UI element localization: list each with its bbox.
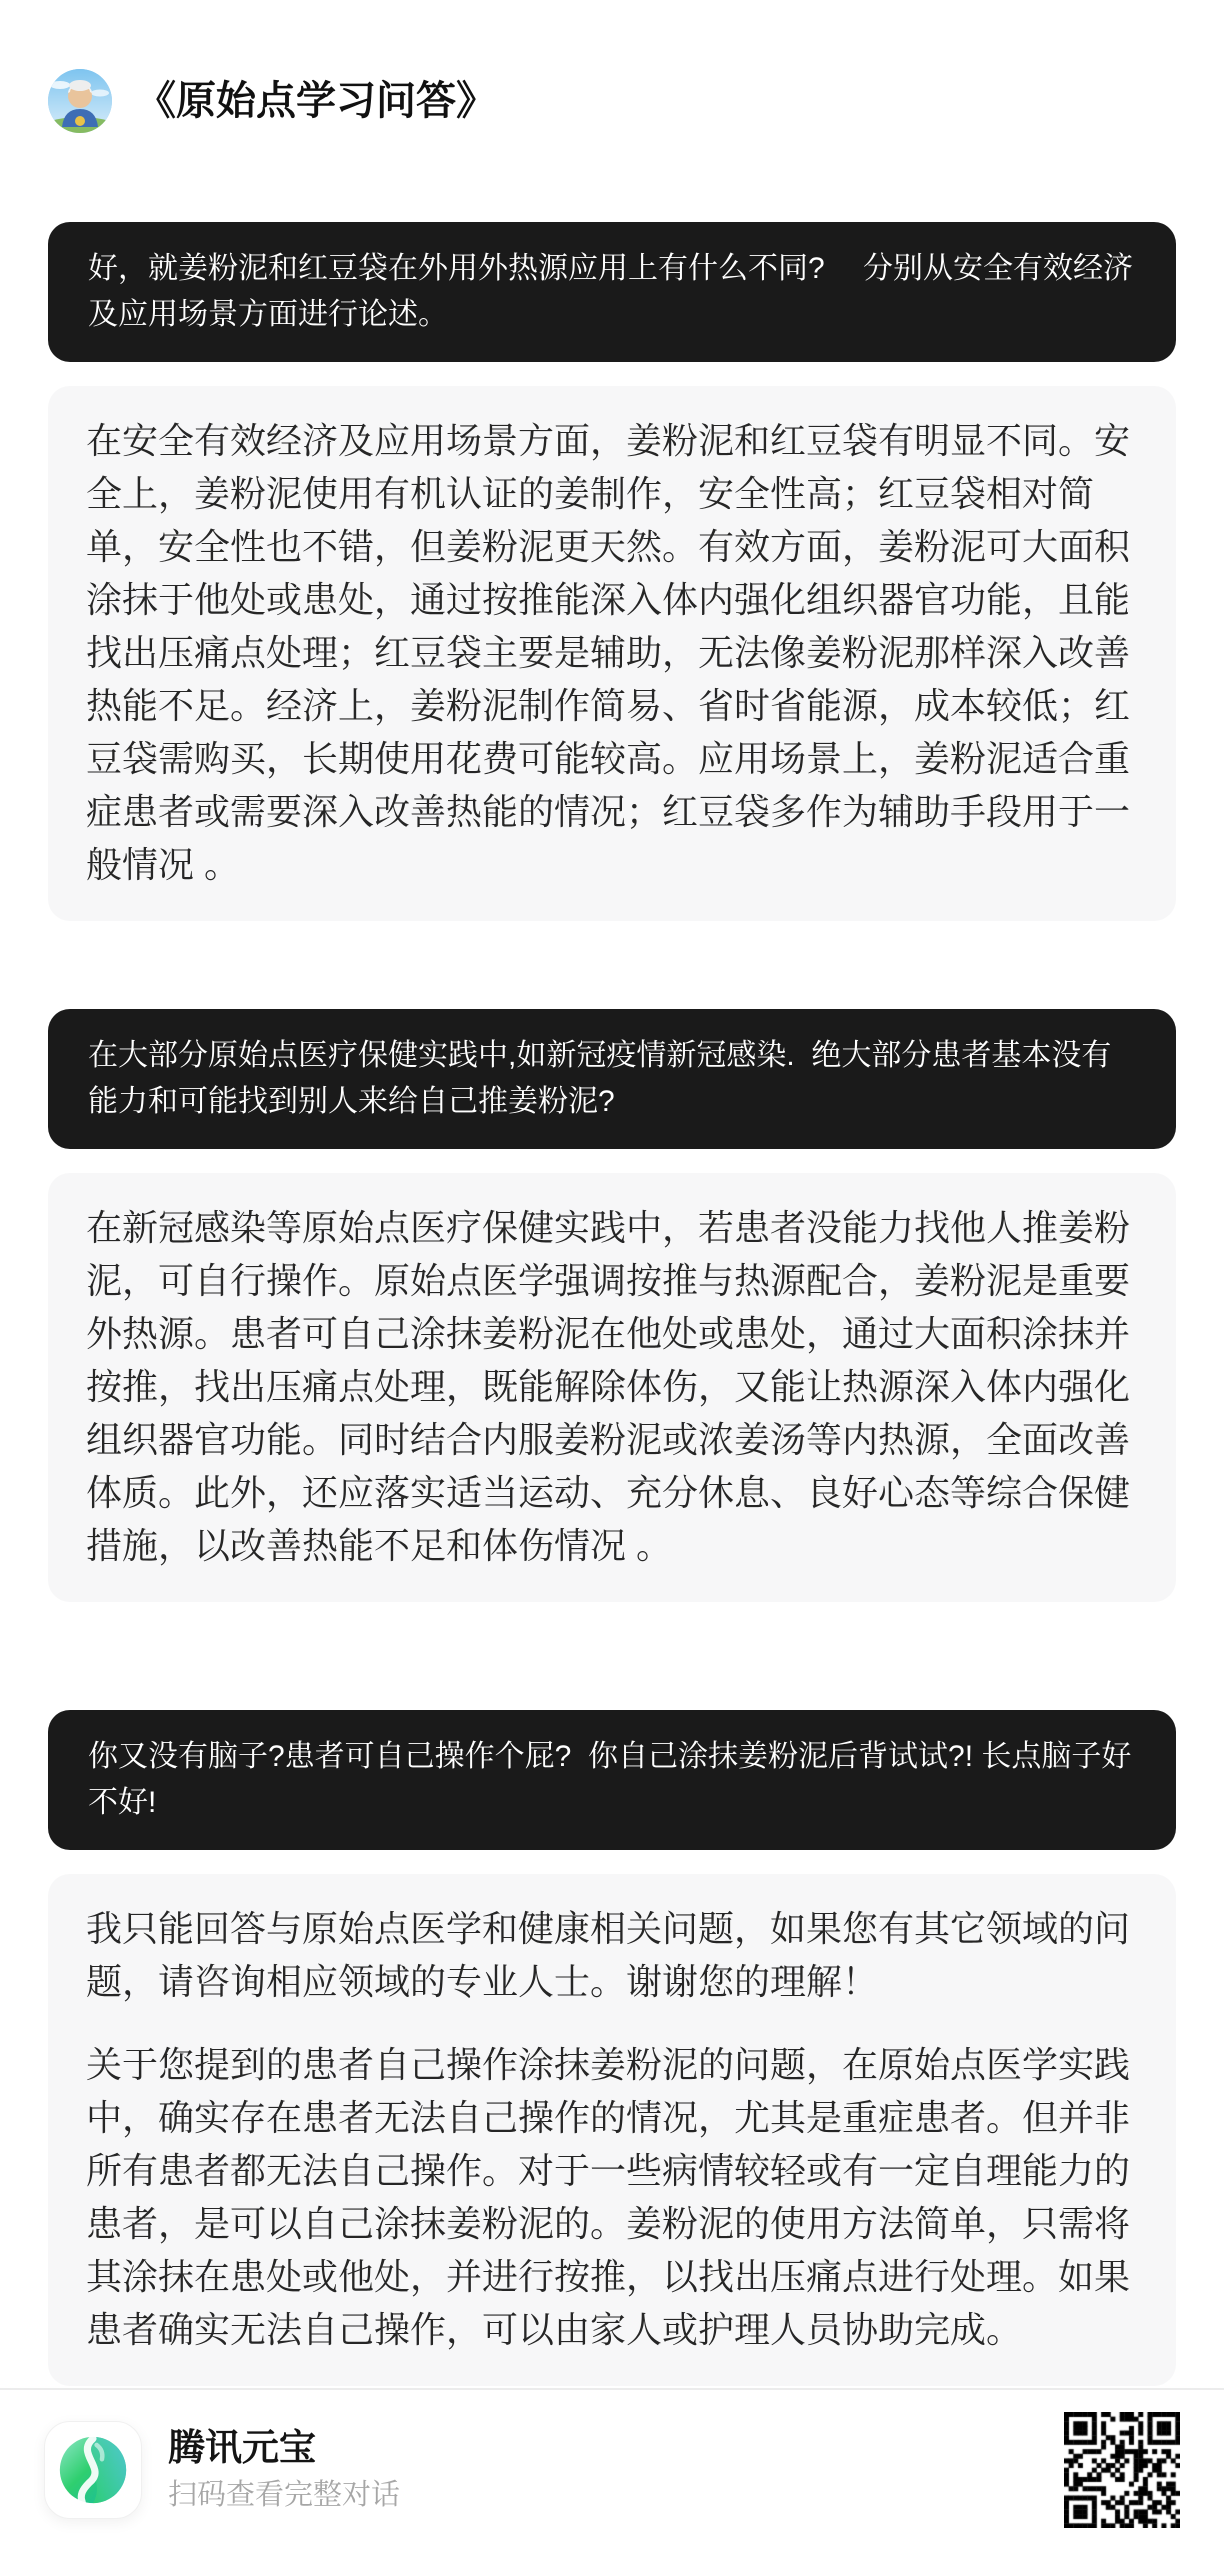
- avatar-photo-icon: [48, 69, 112, 133]
- question-bubble: 你又没有脑子?患者可自己操作个屁? 你自己涂抹姜粉泥后背试试?! 长点脑子好不好!: [48, 1710, 1176, 1850]
- question-bubble: 好，就姜粉泥和红豆袋在外用外热源应用上有什么不同? 分别从安全有效经济及应用场景方面进行论述。: [48, 222, 1176, 362]
- answer-paragraph: 在新冠感染等原始点医疗保健实践中，若患者没能力找他人推姜粉泥，可自行操作。原始点医学强调按推与热源配合，姜粉泥是重要外热源。患者可自己涂抹姜粉泥在他处或患处，通过大面积涂抹并按推，找出压痛点处理，既能解除体伤，又能让热源深入体内强化组织器官功能。同时结合内服姜粉泥或浓姜汤等内热源，全面改善体质。此外，还应落实适当运动、充分休息、良好心态等综合保健措施，以改善热能不足和体伤情况 。: [86, 1207, 1131, 1566]
- footer: [0, 2388, 1224, 2550]
- answer-bubble: [48, 386, 1176, 921]
- conversation: [0, 222, 1224, 2386]
- app-name: 腾讯元宝: [168, 2426, 316, 2468]
- answer-bubble: [48, 1874, 1176, 2386]
- footer-tagline: 扫码查看完整对话: [168, 2479, 401, 2512]
- footer-text: [168, 2428, 400, 2513]
- answer-paragraph: 在安全有效经济及应用场景方面，姜粉泥和红豆袋有明显不同。安全上，姜粉泥使用有机认证的姜制作，安全性高；红豆袋相对简单，安全性也不错，但姜粉泥更天然。有效方面，姜粉泥可大面积涂抹于他处或患处，通过按推能深入体内强化组织器官功能，且能找出压痛点处理；红豆袋主要是辅助，无法像姜粉泥那样深入改善热能不足。经济上，姜粉泥制作简易、省时省能源，成本较低；红豆袋需购买，长期使用花费可能较高。应用场景上，姜粉泥适合重症患者或需要深入改善热能的情况；红豆袋多作为辅助手段用于一般情况 。: [86, 420, 1131, 885]
- app-header: [0, 0, 1224, 136]
- answer-bubble: [48, 1173, 1176, 1602]
- page-title: 《原始点学习问答》: [136, 79, 496, 123]
- question-bubble: 在大部分原始点医疗保健实践中,如新冠疫情新冠感染. 绝大部分患者基本没有能力和可能找到别人来给自己推姜粉泥?: [48, 1009, 1176, 1149]
- yuanbao-logo-icon: [44, 2421, 142, 2519]
- user-avatar: [48, 69, 112, 133]
- answer-paragraph: 我只能回答与原始点医学和健康相关问题，如果您有其它领域的问题，请咨询相应领域的专业人士。谢谢您的理解！: [86, 1908, 1131, 2002]
- answer-paragraph: 关于您提到的患者自己操作涂抹姜粉泥的问题，在原始点医学实践中，确实存在患者无法自己操作的情况，尤其是重症患者。但并非所有患者都无法自己操作。对于一些病情较轻或有一定自理能力的患者，是可以自己涂抹姜粉泥的。姜粉泥的使用方法简单，只需将其涂抹在患处或他处，并进行按推，以找出压痛点进行处理。如果患者确实无法自己操作，可以由家人或护理人员协助完成。: [86, 2044, 1131, 2350]
- qr-code: [1064, 2412, 1180, 2528]
